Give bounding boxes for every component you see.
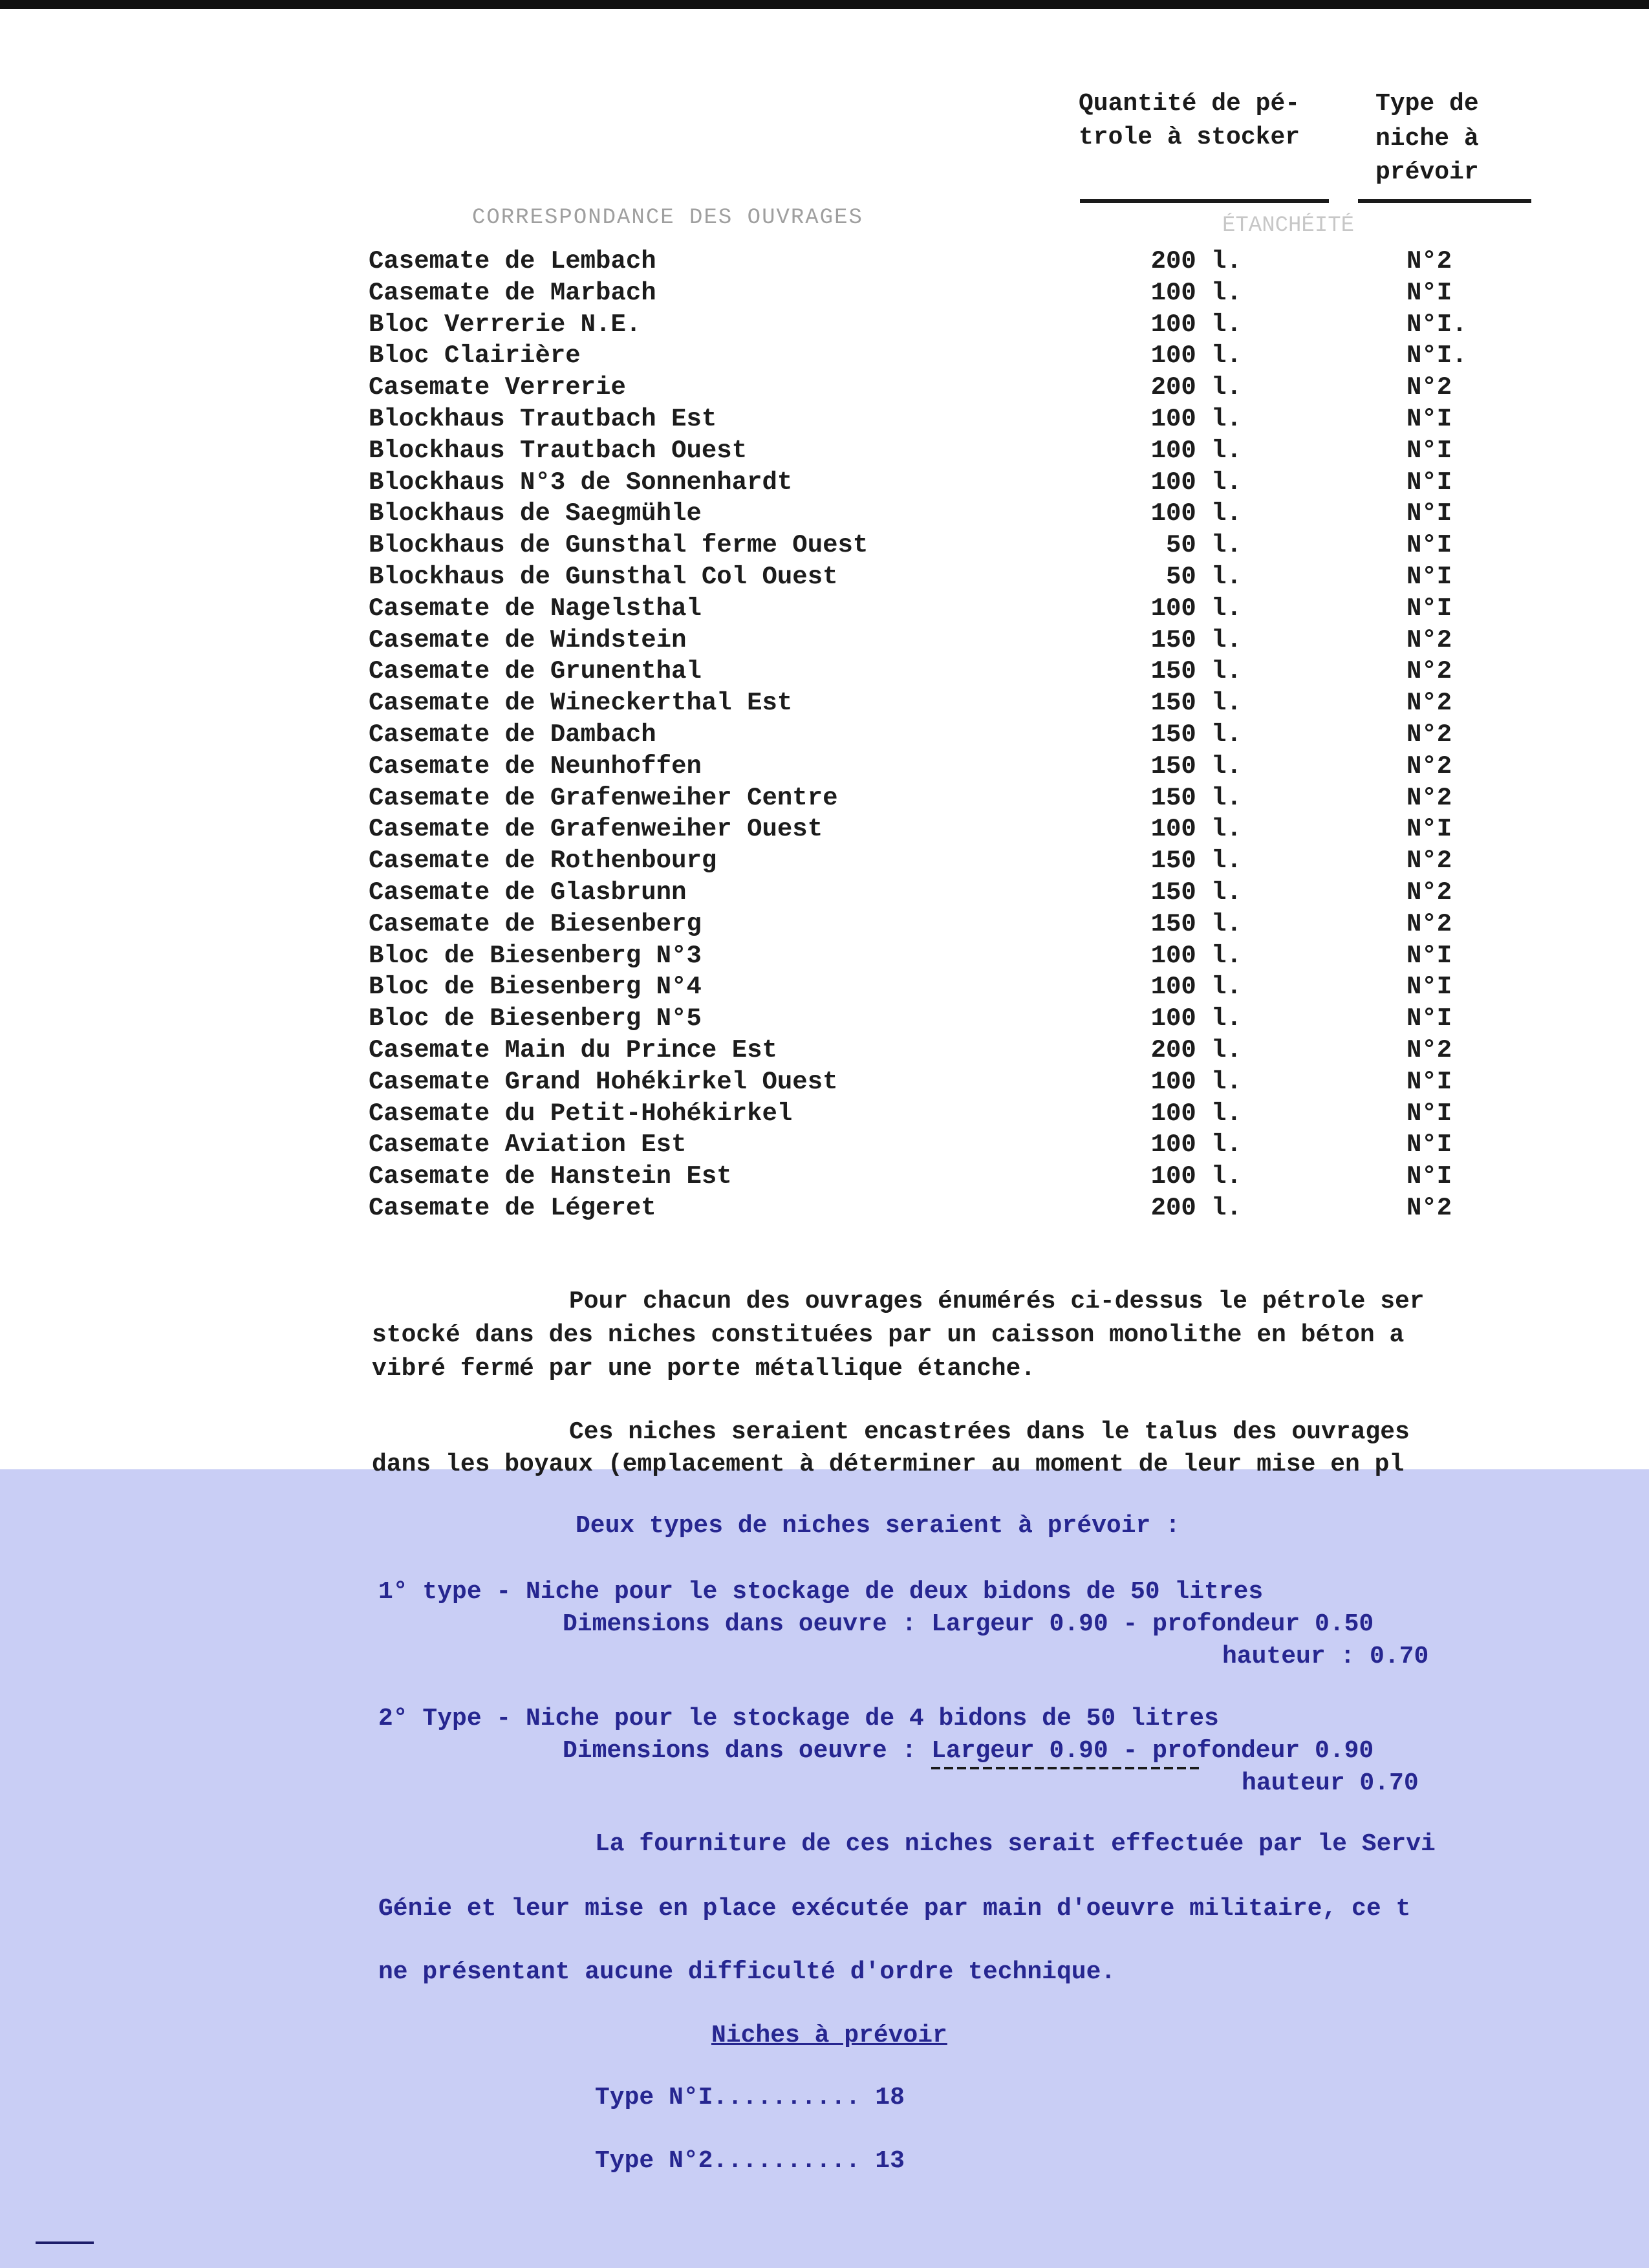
table-row — [369, 373, 1468, 404]
structure-name: Casemate de Rothenbourg — [369, 847, 717, 876]
niche-type: N°I — [1406, 278, 1452, 307]
header-quantity-line2: trole à stocker — [1079, 124, 1300, 151]
niche-type: N°I — [1406, 1067, 1452, 1096]
petroleum-quantity: 100 l. — [1150, 1162, 1242, 1191]
table-row — [369, 942, 1468, 973]
structure-name: Bloc de Biesenberg N°4 — [369, 973, 702, 1002]
petroleum-quantity: 100 l. — [1150, 1130, 1242, 1160]
structure-name: Casemate de Hanstein Est — [369, 1162, 732, 1191]
petroleum-quantity: 100 l. — [1150, 278, 1242, 307]
structure-name: Blockhaus Trautbach Est — [369, 405, 717, 433]
niche-type: N°2 — [1406, 751, 1452, 781]
petroleum-quantity: 200 l. — [1150, 1194, 1242, 1222]
table-row — [369, 1036, 1468, 1067]
supply-line2: Génie et leur mise en place exécutée par main d'oeuvre militaire, ce t — [378, 1895, 1411, 1923]
petroleum-quantity: 100 l. — [1150, 436, 1242, 465]
table-row — [369, 1194, 1468, 1225]
niche-type: N°2 — [1406, 1194, 1452, 1222]
niche-types-intro: Deux types de niches seraient à prévoir : — [576, 1512, 1180, 1540]
structure-name: Blockhaus Trautbach Ouest — [369, 436, 748, 465]
table-row — [369, 531, 1468, 562]
petroleum-quantity: 150 l. — [1150, 909, 1242, 938]
niche-type: N°I — [1406, 973, 1452, 1002]
petroleum-quantity: 150 l. — [1150, 751, 1242, 781]
structure-name: Casemate de Windstein — [369, 625, 687, 654]
niche-type: N°I — [1406, 468, 1452, 497]
summary-type1: Type N°I.......... 18 — [595, 2084, 905, 2111]
table-row — [369, 657, 1468, 688]
table-row — [369, 405, 1468, 436]
type1-dimensions: Dimensions dans oeuvre : Largeur 0.90 - profondeur 0.50 — [563, 1610, 1374, 1638]
header-quantity-line1: Quantité de pé- — [1079, 90, 1300, 118]
table-row — [369, 594, 1468, 625]
structure-name: Bloc Clairière — [369, 341, 581, 371]
structure-name: Blockhaus de Gunsthal Col Ouest — [369, 563, 838, 591]
petroleum-quantity: 150 l. — [1150, 689, 1242, 718]
type2-dimensions: Dimensions dans oeuvre : Largeur 0.90 - profondeur 0.90 — [563, 1737, 1374, 1765]
table-row — [369, 1068, 1468, 1099]
niche-type: N°2 — [1406, 689, 1452, 718]
table-row — [369, 1099, 1468, 1130]
structure-name: Casemate de Wineckerthal Est — [369, 689, 793, 718]
niche-type: N°I — [1406, 594, 1452, 623]
type2-height: hauteur 0.70 — [1242, 1769, 1419, 1797]
paragraph-2-line1: Ces niches seraient encastrées dans le talus des ouvrages — [569, 1418, 1410, 1446]
type1-height: hauteur : 0.70 — [1222, 1643, 1429, 1670]
table-row — [369, 1130, 1468, 1161]
scan-bottom-mark — [36, 2241, 94, 2244]
niche-type: N°I — [1406, 1004, 1452, 1033]
paragraph-1-line1: Pour chacun des ouvrages énumérés ci-dessus le pétrole ser — [569, 1288, 1425, 1315]
niche-type: N°2 — [1406, 878, 1452, 907]
summary-type2: Type N°2.......... 13 — [595, 2147, 905, 2175]
structure-name: Casemate de Neunhoffen — [369, 751, 702, 781]
petroleum-quantity: 100 l. — [1150, 1067, 1242, 1096]
petroleum-quantity: 200 l. — [1150, 247, 1242, 275]
table-row — [369, 341, 1468, 373]
petroleum-quantity: 150 l. — [1150, 657, 1242, 686]
niche-type: N°2 — [1406, 373, 1452, 402]
petroleum-quantity: 200 l. — [1150, 1036, 1242, 1064]
structure-name: Casemate de Biesenberg — [369, 909, 702, 938]
niche-type: N°I — [1406, 815, 1452, 844]
petroleum-quantity: 50 l. — [1165, 563, 1242, 591]
niche-type: N°I — [1406, 1162, 1452, 1191]
niche-type: N°2 — [1406, 625, 1452, 654]
petroleum-quantity: 100 l. — [1150, 405, 1242, 433]
table-row — [369, 847, 1468, 878]
supply-line1: La fourniture de ces niches serait effectuée par le Servi — [595, 1830, 1436, 1858]
structure-name: Casemate Aviation Est — [369, 1130, 687, 1160]
structure-name: Casemate de Légeret — [369, 1194, 656, 1222]
table-row — [369, 1162, 1468, 1193]
niche-type: N°I — [1406, 531, 1452, 560]
table-row — [369, 247, 1468, 278]
structure-name: Blockhaus de Saegmühle — [369, 499, 702, 528]
petroleum-quantity: 100 l. — [1150, 1004, 1242, 1033]
petroleum-quantity: 100 l. — [1150, 468, 1242, 497]
paragraph-1-line2: stocké dans des niches constituées par un caisson monolithe en béton a — [372, 1321, 1405, 1349]
structure-name: Casemate Verrerie — [369, 373, 626, 402]
structure-name: Casemate de Nagelsthal — [369, 594, 702, 623]
table-row — [369, 1004, 1468, 1035]
table-row — [369, 910, 1468, 941]
petroleum-quantity: 150 l. — [1150, 847, 1242, 876]
petroleum-quantity: 100 l. — [1150, 815, 1242, 844]
table-row — [369, 437, 1468, 468]
niche-type: N°I — [1406, 1130, 1452, 1160]
petroleum-quantity: 100 l. — [1150, 973, 1242, 1002]
structure-name: Casemate du Petit-Hohékirkel — [369, 1099, 793, 1128]
niche-type: N°I — [1406, 499, 1452, 528]
petroleum-quantity: 150 l. — [1150, 783, 1242, 812]
header-type-line3: prévoir — [1375, 158, 1479, 186]
summary-title: Niches à prévoir — [711, 2022, 947, 2049]
type2-description: 2° Type - Niche pour le stockage de 4 bidons de 50 litres — [378, 1705, 1219, 1733]
header-type-line1: Type de — [1375, 90, 1479, 118]
petroleum-quantity: 100 l. — [1150, 341, 1242, 371]
type2-dimensions-underline — [931, 1767, 1203, 1769]
table-row — [369, 784, 1468, 815]
header-quantity-rule — [1080, 199, 1329, 203]
structure-name: Casemate de Dambach — [369, 720, 656, 749]
niche-type: N°2 — [1406, 720, 1452, 749]
niche-type: N°2 — [1406, 247, 1452, 275]
petroleum-quantity: 50 l. — [1165, 531, 1242, 560]
niche-type: N°I. — [1406, 310, 1467, 339]
niche-type: N°I — [1406, 436, 1452, 465]
niche-type: N°I. — [1406, 341, 1467, 371]
bleed-through-heading: CORRESPONDANCE DES OUVRAGES — [472, 206, 863, 230]
structure-name: Blockhaus de Gunsthal ferme Ouest — [369, 531, 868, 560]
header-type-rule — [1358, 199, 1531, 203]
petroleum-quantity: 200 l. — [1150, 373, 1242, 402]
petroleum-quantity: 100 l. — [1150, 310, 1242, 339]
table-row — [369, 973, 1468, 1004]
table-row — [369, 878, 1468, 909]
structure-name: Blockhaus N°3 de Sonnenhardt — [369, 468, 793, 497]
petroleum-quantity: 100 l. — [1150, 1099, 1242, 1128]
bleed-through-mark: ÉTANCHÉITÉ — [1222, 213, 1355, 238]
niche-type: N°2 — [1406, 1036, 1452, 1064]
table-row — [369, 310, 1468, 341]
structure-name: Casemate Grand Hohékirkel Ouest — [369, 1067, 838, 1096]
niche-type: N°I — [1406, 405, 1452, 433]
table-row — [369, 815, 1468, 846]
table-row — [369, 626, 1468, 657]
niche-type: N°2 — [1406, 847, 1452, 876]
petroleum-quantity: 150 l. — [1150, 878, 1242, 907]
structure-name: Bloc de Biesenberg N°3 — [369, 941, 702, 970]
structure-name: Casemate de Grunenthal — [369, 657, 702, 686]
paragraph-2-line2: dans les boyaux (emplacement à déterminer au moment de leur mise en pl — [372, 1451, 1405, 1478]
niche-type: N°2 — [1406, 657, 1452, 686]
structure-name: Casemate de Marbach — [369, 278, 656, 307]
paragraph-1-line3: vibré fermé par une porte métallique étanche. — [372, 1355, 1036, 1383]
table-row — [369, 720, 1468, 751]
table-row — [369, 499, 1468, 530]
table-row — [369, 468, 1468, 499]
table-row — [369, 279, 1468, 310]
table-row — [369, 689, 1468, 720]
supply-line3: ne présentant aucune difficulté d'ordre technique. — [378, 1958, 1116, 1986]
structure-name: Casemate Main du Prince Est — [369, 1036, 777, 1064]
niche-type: N°I — [1406, 941, 1452, 970]
structure-name: Bloc Verrerie N.E. — [369, 310, 641, 339]
petroleum-quantity: 100 l. — [1150, 594, 1242, 623]
niche-type: N°I — [1406, 563, 1452, 591]
petroleum-quantity: 100 l. — [1150, 499, 1242, 528]
header-type-line2: niche à — [1375, 125, 1479, 153]
niche-type: N°I — [1406, 1099, 1452, 1128]
table-row — [369, 752, 1468, 783]
niche-type: N°2 — [1406, 783, 1452, 812]
petroleum-quantity: 150 l. — [1150, 720, 1242, 749]
structure-name: Casemate de Grafenweiher Ouest — [369, 815, 823, 844]
structure-name: Casemate de Grafenweiher Centre — [369, 783, 838, 812]
table-row — [369, 563, 1468, 594]
niche-type: N°2 — [1406, 909, 1452, 938]
petroleum-quantity: 150 l. — [1150, 625, 1242, 654]
structure-name: Bloc de Biesenberg N°5 — [369, 1004, 702, 1033]
type1-description: 1° type - Niche pour le stockage de deux bidons de 50 litres — [378, 1578, 1264, 1606]
petroleum-quantity: 100 l. — [1150, 941, 1242, 970]
structure-name: Casemate de Lembach — [369, 247, 656, 275]
structure-name: Casemate de Glasbrunn — [369, 878, 687, 907]
scan-top-edge — [0, 0, 1649, 9]
